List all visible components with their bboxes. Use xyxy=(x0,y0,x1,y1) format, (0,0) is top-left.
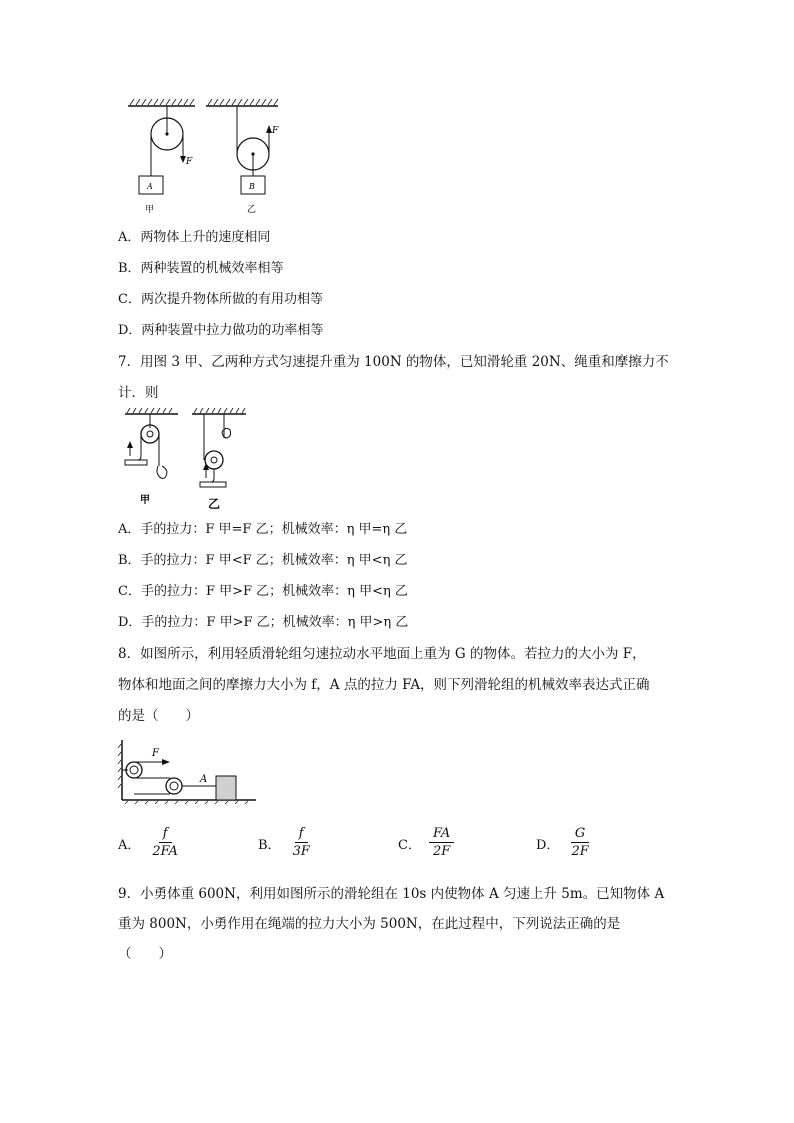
q8-option-b-denominator: 3F xyxy=(292,844,310,859)
q8-option-d-letter: D． xyxy=(536,838,560,853)
q8-option-a-fraction xyxy=(148,826,182,861)
q8-option-c xyxy=(398,826,454,861)
q8-force-label: F xyxy=(152,748,159,759)
q8-option-c-letter: C． xyxy=(398,838,421,853)
q6-force-label-1: F xyxy=(186,157,193,167)
q7-option-c: C．手的拉力：F 甲>F 乙；机械效率：η 甲<η 乙 xyxy=(118,584,408,599)
q8-stem-line-1: 8．如图所示，利用轻质滑轮组匀速拉动水平地面上重为 G 的物体。若拉力的大小为 F， xyxy=(118,646,646,662)
q6-option-d: D．两种装置中拉力做功的功率相等 xyxy=(118,323,324,338)
q7-stem-line-1: 7．用图 3 甲、乙两种方式匀速提升重为 100N 的物体，已知滑轮重 20N、绳重和摩擦力不 xyxy=(118,354,669,370)
q8-option-b-numerator: f xyxy=(295,826,308,843)
q8-pulley-figure xyxy=(118,738,260,804)
q8-option-c-numerator: FA xyxy=(429,826,454,843)
q6-jia-label: 甲 xyxy=(145,205,155,215)
q6-option-b: B．两种装置的机械效率相等 xyxy=(118,261,284,276)
q7-jia-label: 甲 xyxy=(140,495,150,506)
q8-pulley-diagram xyxy=(118,738,260,804)
q7-yi-label: 乙 xyxy=(208,497,221,511)
q8-option-c-denominator: 2F xyxy=(432,844,451,859)
q7-pulley-figure xyxy=(120,408,260,512)
q8-point-a-label: A xyxy=(200,774,208,785)
q8-stem-line-3: 的是（ ） xyxy=(118,708,199,724)
q6-pulley-diagram xyxy=(120,96,290,220)
q7-option-b: B．手的拉力：F 甲<F 乙；机械效率：η 甲<η 乙 xyxy=(118,553,408,568)
q7-option-d: D．手的拉力：F 甲>F 乙；机械效率：η 甲>η 乙 xyxy=(118,615,409,630)
q8-stem-line-2: 物体和地面之间的摩擦力大小为 f，A 点的拉力 FA，则下列滑轮组的机械效率表达式正确 xyxy=(118,677,650,693)
q7-option-a: A．手的拉力：F 甲=F 乙；机械效率：η 甲=η 乙 xyxy=(118,522,408,537)
q8-option-c-fraction xyxy=(429,826,454,861)
q8-option-a xyxy=(118,826,182,861)
q6-option-c: C．两次提升物体所做的有用功相等 xyxy=(118,292,323,307)
q8-option-a-letter: A． xyxy=(118,838,141,853)
q8-option-d-fraction xyxy=(567,826,592,861)
q6-force-label-2: F xyxy=(272,126,279,136)
q6-pulley-figure xyxy=(120,96,290,220)
q9-stem-line-2: 重为 800N，小勇作用在绳端的拉力大小为 500N，在此过程中，下列说法正确的是 xyxy=(118,916,621,932)
q9-stem-line-1: 9．小勇体重 600N，利用如图所示的滑轮组在 10s 内使物体 A 匀速上升 5m。已知物体 A xyxy=(118,886,665,902)
q6-block-b-label: B xyxy=(249,182,255,191)
q7-stem-line-2: 计．则 xyxy=(118,385,159,401)
q8-option-d-numerator: G xyxy=(571,826,589,843)
q8-option-d xyxy=(536,826,593,861)
q8-option-b-fraction xyxy=(289,826,314,861)
q8-option-a-denominator: 2FA xyxy=(152,844,178,859)
q6-yi-label: 乙 xyxy=(247,205,257,215)
q6-option-a: A．两物体上升的速度相同 xyxy=(118,230,271,245)
q8-option-a-numerator: f xyxy=(159,826,172,843)
q6-block-a-label: A xyxy=(147,182,153,191)
q8-option-b xyxy=(258,826,314,861)
q7-pulley-diagram xyxy=(120,408,260,512)
q8-option-b-letter: B． xyxy=(258,838,281,853)
q8-option-d-denominator: 2F xyxy=(571,844,589,859)
q9-stem-line-3: （ ） xyxy=(118,946,172,962)
